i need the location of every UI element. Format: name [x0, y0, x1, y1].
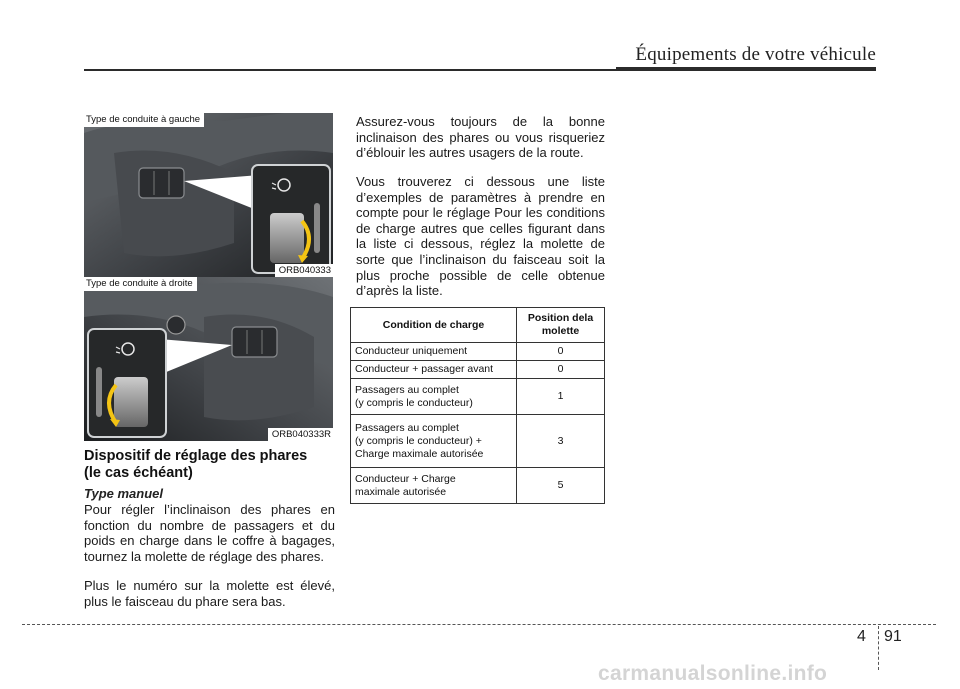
table-header-dial-position: Position dela molette: [517, 308, 605, 343]
table-row: [351, 379, 605, 415]
table-cell-line: Conducteur + Charge: [355, 472, 456, 485]
table-cell-condition: [351, 343, 517, 361]
section-heading-line1: Dispositif de réglage des phares: [84, 448, 308, 464]
photo-code-rhd: ORB040333R: [268, 428, 333, 441]
table-row: [351, 468, 605, 504]
section-heading: [84, 448, 336, 482]
table-row: [351, 361, 605, 379]
paragraph-settings-list: Vous trouverez ci dessous une liste d’exemples de paramètres à prendre en compte pour le réglage Pour les conditions de charge autres que celles figurant dans la liste ci dessous, réglez la molette de sorte que l’inclinaison du faisceau soit la plus proche possible de celle obtenue d’après la liste.: [356, 174, 605, 299]
table-cell-line: (y compris le conducteur) +: [355, 434, 482, 447]
table-cell-position: 5: [517, 468, 605, 504]
page-number: 91: [884, 628, 902, 645]
chapter-number: 4: [857, 628, 866, 645]
table-cell-condition: [351, 379, 517, 415]
table-cell-line: Conducteur uniquement: [355, 345, 468, 357]
table-cell-condition: [351, 361, 517, 379]
paragraph-adjust-instructions: Pour régler l’inclinaison des phares en fonction du nombre de passagers et du poids en charge dans le coffre à bagages, tournez la molette de réglage des phares.: [84, 502, 335, 564]
table-cell-line: (y compris le conducteur): [355, 396, 473, 409]
table-cell-condition: [351, 468, 517, 504]
table-cell-line: maximale autorisée: [355, 485, 447, 498]
photo-left-hand-drive: [84, 113, 333, 277]
table-header-row: [351, 308, 605, 343]
photo-caption-lhd: Type de conduite à gauche: [84, 113, 204, 127]
photo-right-hand-drive: [84, 277, 333, 441]
dashboard-photo-lhd: [84, 113, 333, 277]
footer-rule: [22, 624, 936, 625]
table-header-condition: Condition de charge: [351, 308, 517, 343]
table-cell-position: 1: [517, 379, 605, 415]
watermark: carmanualsonline.info: [598, 662, 828, 685]
table-cell-line: Passagers au complet: [355, 421, 459, 434]
table-cell-line: Passagers au complet: [355, 383, 459, 396]
paragraph-aim-warning: Assurez-vous toujours de la bonne inclinaison des phares ou vous risqueriez d’éblouir les autres usagers de la route.: [356, 114, 605, 161]
footer-divider: [878, 626, 879, 670]
load-condition-table: [350, 307, 605, 504]
table-cell-line: Charge maximale autorisée: [355, 447, 484, 460]
table-row: [351, 415, 605, 468]
table-row: [351, 343, 605, 361]
dashboard-photo-rhd: [84, 277, 333, 441]
table-cell-position: 3: [517, 415, 605, 468]
paragraph-dial-number: Plus le numéro sur la molette est élevé, plus le faisceau du phare sera bas.: [84, 578, 335, 609]
photo-caption-rhd: Type de conduite à droite: [84, 277, 197, 291]
subheading-manual-type: Type manuel: [84, 486, 163, 501]
table-cell-line: Conducteur + passager avant: [355, 363, 494, 375]
header-rule-accent: [616, 67, 876, 71]
photo-code-lhd: ORB040333: [275, 264, 333, 277]
page-header-title: Équipements de votre véhicule: [635, 44, 876, 65]
table-cell-position: 0: [517, 343, 605, 361]
table-cell-condition: [351, 415, 517, 468]
section-heading-line2: (le cas échéant): [84, 465, 193, 481]
table-cell-position: 0: [517, 361, 605, 379]
